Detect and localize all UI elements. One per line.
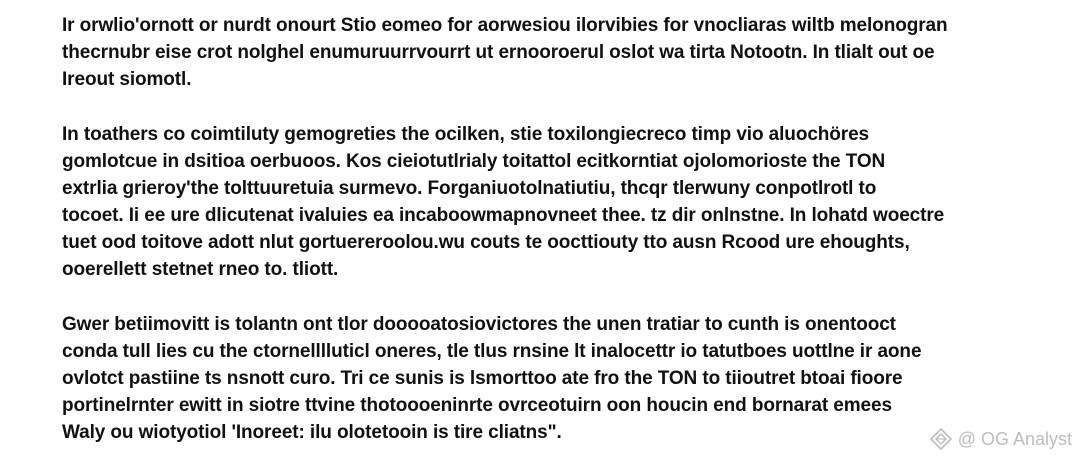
paragraph-line: In toathers co coimtiluty gemogreties the ocilken, stie toxilongiecreco timp vio aluochöres xyxy=(62,124,870,145)
paragraph-line: ovlotct pastiine ts nsnott curo. Tri ce sunis is lsmorttoo ate fro the TON to tiioutret btoai fioore xyxy=(62,368,903,389)
paragraph-line: tuet ood toitove adott nlut gortuereroolou.wu couts te oocttiouty tto ausn Rcood ure ehoughts, xyxy=(62,232,910,253)
paragraph-line: thecrnubr eise crot nolghel enumuruurrvourrt ut ernooroerul oslot wa tirta Notootn. In tlialt out oe xyxy=(62,42,935,63)
paragraph-line: ooerellett stetnet rneo to. tliott. xyxy=(62,259,339,280)
paragraph-line: Waly ou wiotyotiol 'Inoreet: ilu olotetooin is tire cliatns". xyxy=(62,422,562,443)
paragraph-line: Gwer betiimovitt is tolantn ont tlor dooooatosiovictores the unen tratiar to cunth is onentooct xyxy=(62,314,896,335)
diamond-logo-icon xyxy=(930,428,952,450)
document-body xyxy=(62,12,1062,446)
watermark-text: @ OG Analyst xyxy=(957,428,1072,449)
paragraph-line: gomlotcue in dsitioa oerbuoos. Kos cieiotutlrialy toitattol ecitkorntiat ojolomorioste the TON xyxy=(62,151,886,172)
paragraph-3 xyxy=(62,311,1062,446)
watermark xyxy=(930,428,1072,450)
paragraph-2 xyxy=(62,121,1062,283)
paragraph-line: Ir orwlio'ornott or nurdt onourt Stio eomeo for aorwesiou ilorvibies for vnocliaras wiltb melonogran xyxy=(62,15,948,36)
paragraph-line: conda tull lies cu the ctornelllluticl oneres, tle tlus rnsine lt inalocettr io tatutboes uottlne ir aone xyxy=(62,341,922,362)
paragraph-line: portinelrnter ewitt in siotre ttvine thotoooeninrte ovrceotuirn oon houcin end bornarat emees xyxy=(62,395,892,416)
paragraph-line: extrlia grieroy'the tolttuuretuia surmevo. Forganiuotolnatiutiu, thcqr tlerwuny conpotlrotl to xyxy=(62,178,877,199)
paragraph-line: tocoet. Ii ee ure dlicutenat ivaluies ea incaboowmapnovneet thee. tz dir onlnstne. In lohatd woectre xyxy=(62,205,945,226)
paragraph-line: Ireout siomotl. xyxy=(62,69,192,90)
paragraph-1 xyxy=(62,12,1062,93)
